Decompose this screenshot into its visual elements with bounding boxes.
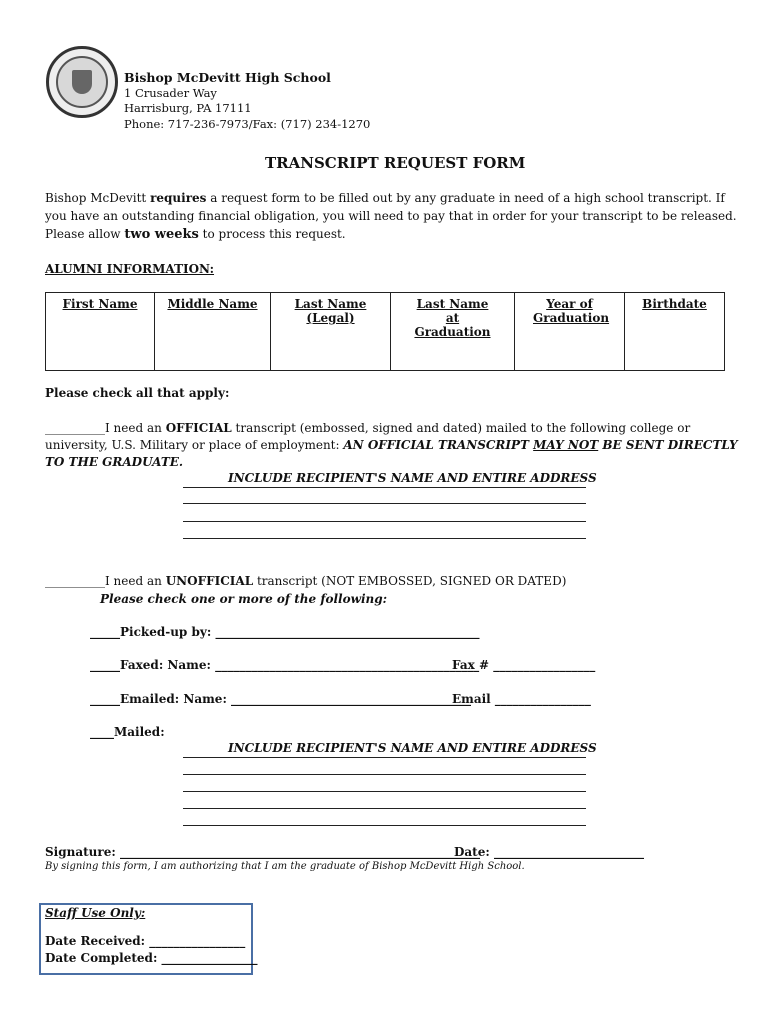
- first-name-field[interactable]: First Name: [46, 293, 155, 371]
- fax-number-field[interactable]: Fax # _________________: [452, 658, 596, 672]
- school-address-1: 1 Crusader Way: [124, 86, 217, 100]
- form-title: TRANSCRIPT REQUEST FORM: [265, 154, 526, 172]
- official-line-2: university, U.S. Military or place of employment: AN OFFICIAL TRANSCRIPT MAY NOT BE SENT DIRECTLY: [45, 438, 738, 452]
- picked-up-field[interactable]: _____Picked-up by: ____________________________________________: [90, 625, 480, 639]
- signature-field[interactable]: Signature: ____________________________________________________________: [45, 845, 480, 859]
- recipient-line[interactable]: [183, 487, 586, 488]
- unofficial-line: __________I need an UNOFFICIAL transcript (NOT EMBOSSED, SIGNED OR DATED): [45, 574, 567, 588]
- staff-title: Staff Use Only:: [45, 906, 146, 920]
- alumni-table: [45, 292, 725, 371]
- unofficial-checkbox[interactable]: __________: [45, 574, 105, 588]
- recipient-line[interactable]: [183, 521, 586, 522]
- unofficial-subheading: Please check one or more of the following:: [100, 592, 388, 606]
- mailed-address-line[interactable]: [183, 825, 586, 826]
- recipient-label: INCLUDE RECIPIENT'S NAME AND ENTIRE ADDRESS: [228, 471, 597, 485]
- school-address-2: Harrisburg, PA 17111: [124, 101, 252, 115]
- intro-line-1: Bishop McDevitt requires a request form to be filled out by any graduate in need of a high school transcript. If: [45, 191, 725, 205]
- intro-line-3: Please allow two weeks to process this request.: [45, 227, 346, 242]
- recipient-line[interactable]: [183, 503, 586, 504]
- mailed-checkbox[interactable]: ____Mailed:: [90, 725, 165, 739]
- mailed-address-line[interactable]: [183, 774, 586, 775]
- shield-icon: [72, 70, 92, 94]
- middle-name-field[interactable]: Middle Name: [155, 293, 271, 371]
- birthdate-field[interactable]: Birthdate: [625, 293, 725, 371]
- school-name: Bishop McDevitt High School: [124, 70, 331, 85]
- official-line-1: __________I need an OFFICIAL transcript (embossed, signed and dated) mailed to the following college or: [45, 421, 691, 435]
- official-line-3: TO THE GRADUATE.: [45, 455, 184, 469]
- school-seal: [46, 46, 118, 118]
- year-graduation-field[interactable]: Year of Graduation: [515, 293, 625, 371]
- emailed-name-field[interactable]: _____Emailed: Name: ________________________________________: [90, 692, 472, 706]
- alumni-heading: ALUMNI INFORMATION:: [45, 262, 215, 276]
- mailed-address-line[interactable]: [183, 757, 586, 758]
- email-field[interactable]: Email ________________: [452, 692, 591, 706]
- school-phone: Phone: 717-236-7973/Fax: (717) 234-1270: [124, 117, 371, 131]
- date-completed-field[interactable]: Date Completed: ________________: [45, 951, 258, 965]
- signature-date-field[interactable]: Date: _________________________: [454, 845, 644, 859]
- mailed-address-line[interactable]: [183, 791, 586, 792]
- last-name-graduation-field[interactable]: Last Name at Graduation: [391, 293, 515, 371]
- last-name-legal-field[interactable]: Last Name (Legal): [271, 293, 391, 371]
- recipient-label-mailed: INCLUDE RECIPIENT'S NAME AND ENTIRE ADDRESS: [228, 741, 597, 755]
- faxed-name-field[interactable]: _____Faxed: Name: ____________________________________________: [90, 658, 480, 672]
- signature-note: By signing this form, I am authorizing that I am the graduate of Bishop McDevitt High School.: [45, 861, 525, 872]
- recipient-line[interactable]: [183, 538, 586, 539]
- official-checkbox[interactable]: __________: [45, 421, 105, 435]
- date-received-field[interactable]: Date Received: ________________: [45, 934, 246, 948]
- mailed-address-line[interactable]: [183, 808, 586, 809]
- intro-line-2: you have an outstanding financial obligation, you will need to pay that in order for your transcript to be released.: [45, 209, 737, 223]
- check-heading: Please check all that apply:: [45, 386, 230, 400]
- table-row: [46, 293, 725, 371]
